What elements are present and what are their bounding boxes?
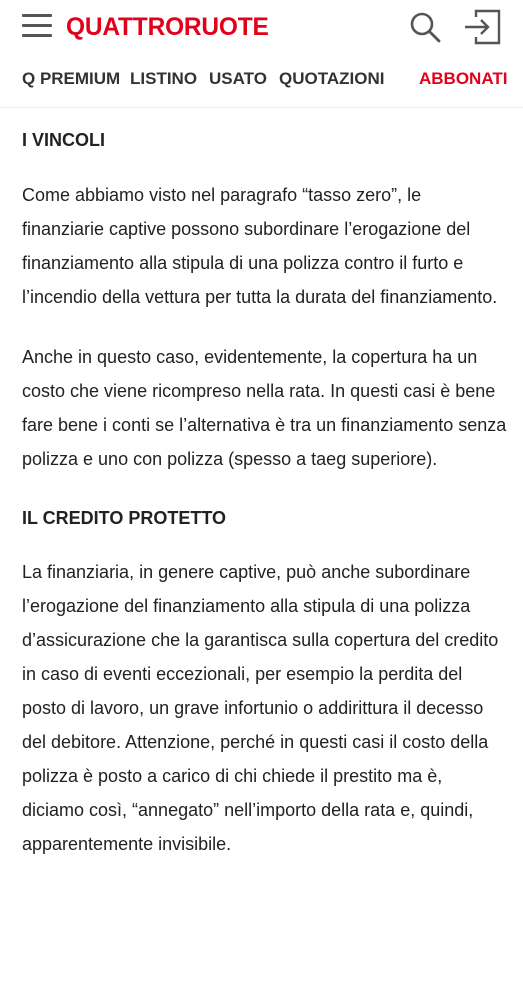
article-body bbox=[22, 108, 507, 861]
login-icon[interactable] bbox=[462, 9, 502, 45]
nav-item-quotazioni[interactable]: QUOTAZIONI bbox=[279, 69, 385, 88]
hamburger-line bbox=[22, 14, 52, 17]
article-paragraph: Anche in questo caso, evidentemente, la copertura ha un costo che viene ricompreso nella rata. In questi casi è bene fare bene i conti se l’alternativa è tra un finanziamento senza polizza e uno con polizza (spesso a taeg superiore). bbox=[22, 347, 507, 469]
main-navigation bbox=[0, 56, 523, 108]
hamburger-line bbox=[22, 24, 52, 27]
site-header bbox=[0, 0, 523, 56]
section-heading-credito-protetto: IL CREDITO PROTETTO bbox=[22, 508, 227, 528]
article-paragraph: Come abbiamo visto nel paragrafo “tasso zero”, le finanziarie captive possono subordinare l’erogazione del finanziamento alla stipula di una polizza contro il furto e l’incendio della vettura per tutta la durata del finanziamento. bbox=[22, 185, 498, 307]
site-logo[interactable]: QUATTRORUOTE bbox=[66, 13, 269, 41]
nav-item-q-premium[interactable]: Q PREMIUM bbox=[22, 69, 121, 88]
hamburger-menu-icon[interactable] bbox=[22, 13, 52, 39]
search-icon[interactable] bbox=[408, 10, 442, 44]
nav-item-usato[interactable]: USATO bbox=[209, 69, 267, 88]
nav-item-listino[interactable]: LISTINO bbox=[130, 69, 198, 88]
nav-item-abbonati[interactable]: ABBONATI bbox=[419, 69, 508, 88]
hamburger-line bbox=[22, 34, 52, 37]
section-heading-vincoli: I VINCOLI bbox=[22, 130, 106, 150]
article-paragraph: La finanziaria, in genere captive, può anche subordinare l’erogazione del finanziamento alla stipula di una polizza d’assicurazione che la garantisca sulla copertura del credito in caso di eventi eccezionali, per esempio la perdita del posto di lavoro, un grave infortunio o addirittura il decesso del debitore. Attenzione, perché in questi casi il costo della polizza è posto a carico di chi chiede il prestito ma è, diciamo così, “annegato” nell’importo della rata e, quindi, apparentemente invisibile. bbox=[22, 562, 499, 854]
